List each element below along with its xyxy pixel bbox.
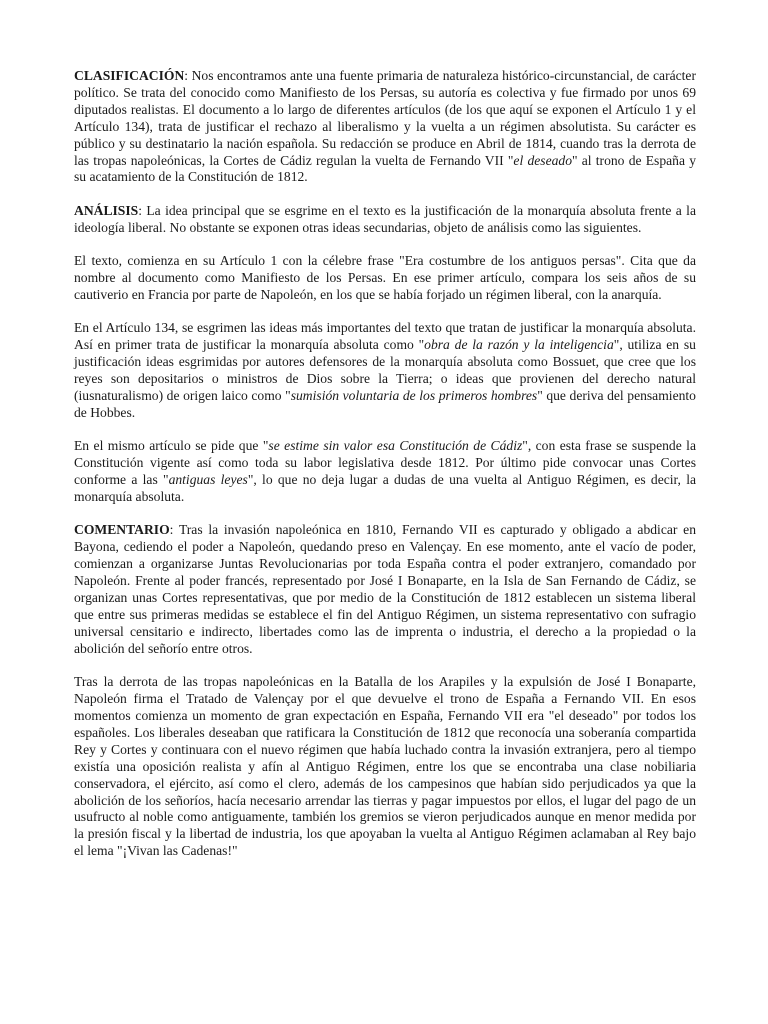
paragraph-articulo-1 (74, 253, 696, 304)
heading-analisis: ANÁLISIS (74, 202, 139, 218)
paragraph-articulo-134 (74, 320, 696, 421)
text-segment: ", con esta frase se suspende la Constitución vigente así como toda su labor legislativa desde 1812. Por último pide convocar unas Cortes conforme a las " (74, 438, 696, 488)
text-segment: " que deriva del pensamiento de Hobbes. (74, 388, 696, 420)
text-segment: : Nos encontramos ante una fuente primaria de naturaleza histórico-circunstancial, de carácter político. Se trata del conocido como Manifiesto de los Persas, su autoría es colectiva y fue firmado por unos 69 diputados realistas. El documento a lo largo de diferentes artículos (de los que aquí se exponen el Artículo 1 y el Artículo 134), trata de justificar el rechazo al liberalismo y la vuelta a un régimen absolutista. Su carácter es público y su destinatario la nación española. Su redacción se produce en Abril de 1814, cuando tras la derrota de las tropas napoleónicas, la Cortes de Cádiz regulan la vuelta de Fernando VII " (74, 68, 696, 168)
paragraph-constitucion (74, 438, 696, 506)
italic-quote: sumisión voluntaria de los primeros hombres (290, 388, 538, 403)
text-segment: " al trono de España y su acatamiento de la Constitución de 1812. (74, 152, 696, 185)
heading-clasificacion: CLASIFICACIÓN (74, 68, 185, 83)
italic-quote: el deseado (513, 152, 572, 168)
italic-quote: antiguas leyes (168, 472, 248, 488)
heading-comentario: COMENTARIO (74, 522, 170, 538)
paragraph-comentario (74, 522, 696, 657)
text-segment: Tras la derrota de las tropas napoleónicas en la Batalla de los Arapiles y la expulsión de José I Bonaparte, Napoleón firma el Tratado de Valençay por el que devuelve el trono de España a Fernando VII. En esos momentos comienza un momento de gran expectación en España, Fernando VII era "el deseado" por todos los españoles. Los liberales deseaban que ratificara la Constitución de 1812 que reconocía una soberanía compartida Rey y Cortes y continuara con el nuevo régimen que había luchado contra la invasión extranjera, pero al tiempo existía una oposición realista y afín al Antiguo Régimen, entre los que se encontraba una clase nobiliaria conservadora, el ejército, así como el clero, además de los campesinos que habían sido perjudicados ya que la abolición de los señoríos, hacía necesario arrendar las tierras y pagar impuestos por ellos, el lugar del pago de un usufructo al noble como antiguamente, también los gremios se vieron perjudicados aunque en menor medida por la presión fiscal y la libertad de industria, los que apoyaban la vuelta al Antiguo Régimen aclamaban al Rey bajo el lema "¡Vivan las Cadenas!" (74, 674, 696, 859)
text-segment: : La idea principal que se esgrime en el texto es la justificación de la monarquía absoluta frente a la ideología liberal. No obstante se exponen otras ideas secundarias, objeto de análisis como las siguientes. (74, 202, 696, 235)
text-segment: : Tras la invasión napoleónica en 1810, Fernando VII es capturado y obligado a abdicar en Bayona, cediendo el poder a Napoleón, quedando preso en Valençay. En ese momento, ante el vacío de poder, comienzan a organizarse Juntas Revolucionarias por toda España contra el poder extranjero, comandado por Napoleón. Frente al poder francés, representado por José I Bonaparte, en la Isla de San Fernando de Cádiz, se organizan unas Cortes representativas, que por medio de la Constitución de 1812 establecen un sistema liberal que entre sus primeras medidas se establece el fin del Antiguo Régimen, un sistema representativo con sufragio universal censitario e indirecto, libertades como las de imprenta o industria, el derecho a la propiedad o la abolición del señorío entre otros. (74, 522, 696, 656)
paragraph-analisis (74, 203, 696, 237)
text-segment: El texto, comienza en su Artículo 1 con la célebre frase "Era costumbre de los antiguos persas". Cita que da nombre al documento como Manifiesto de los Persas. En ese primer artículo, compara los seis años de su cautiverio en Francia por parte de Napoleón, en los que se había forjado un régimen liberal, con la anarquía. (74, 253, 696, 302)
paragraph-clasificacion (74, 68, 696, 186)
text-segment: En el mismo artículo se pide que " (74, 438, 269, 454)
italic-quote: obra de la razón y la inteligencia (424, 337, 614, 353)
text-segment: ", utiliza en su justificación ideas esgrimidas por autores defensores de la monarquía absoluta como Bossuet, que cree que los reyes son depositarios o ministros de Dios sobre la Tierra; o ideas que provienen del derecho natural (iusnaturalismo) de origen laico como " (74, 337, 696, 403)
text-segment: ", lo que no deja lugar a dudas de una vuelta al Antiguo Régimen, es decir, la monarquía absoluta. (74, 472, 696, 505)
italic-quote: se estime sin valor esa Constitución de Cádiz (268, 438, 523, 454)
text-segment: En el Artículo 134, se esgrimen las ideas más importantes del texto que tratan de justificar la monarquía absoluta. Así en primer trata de justificar la monarquía absoluta como " (74, 320, 696, 353)
paragraph-derrota (74, 674, 696, 860)
